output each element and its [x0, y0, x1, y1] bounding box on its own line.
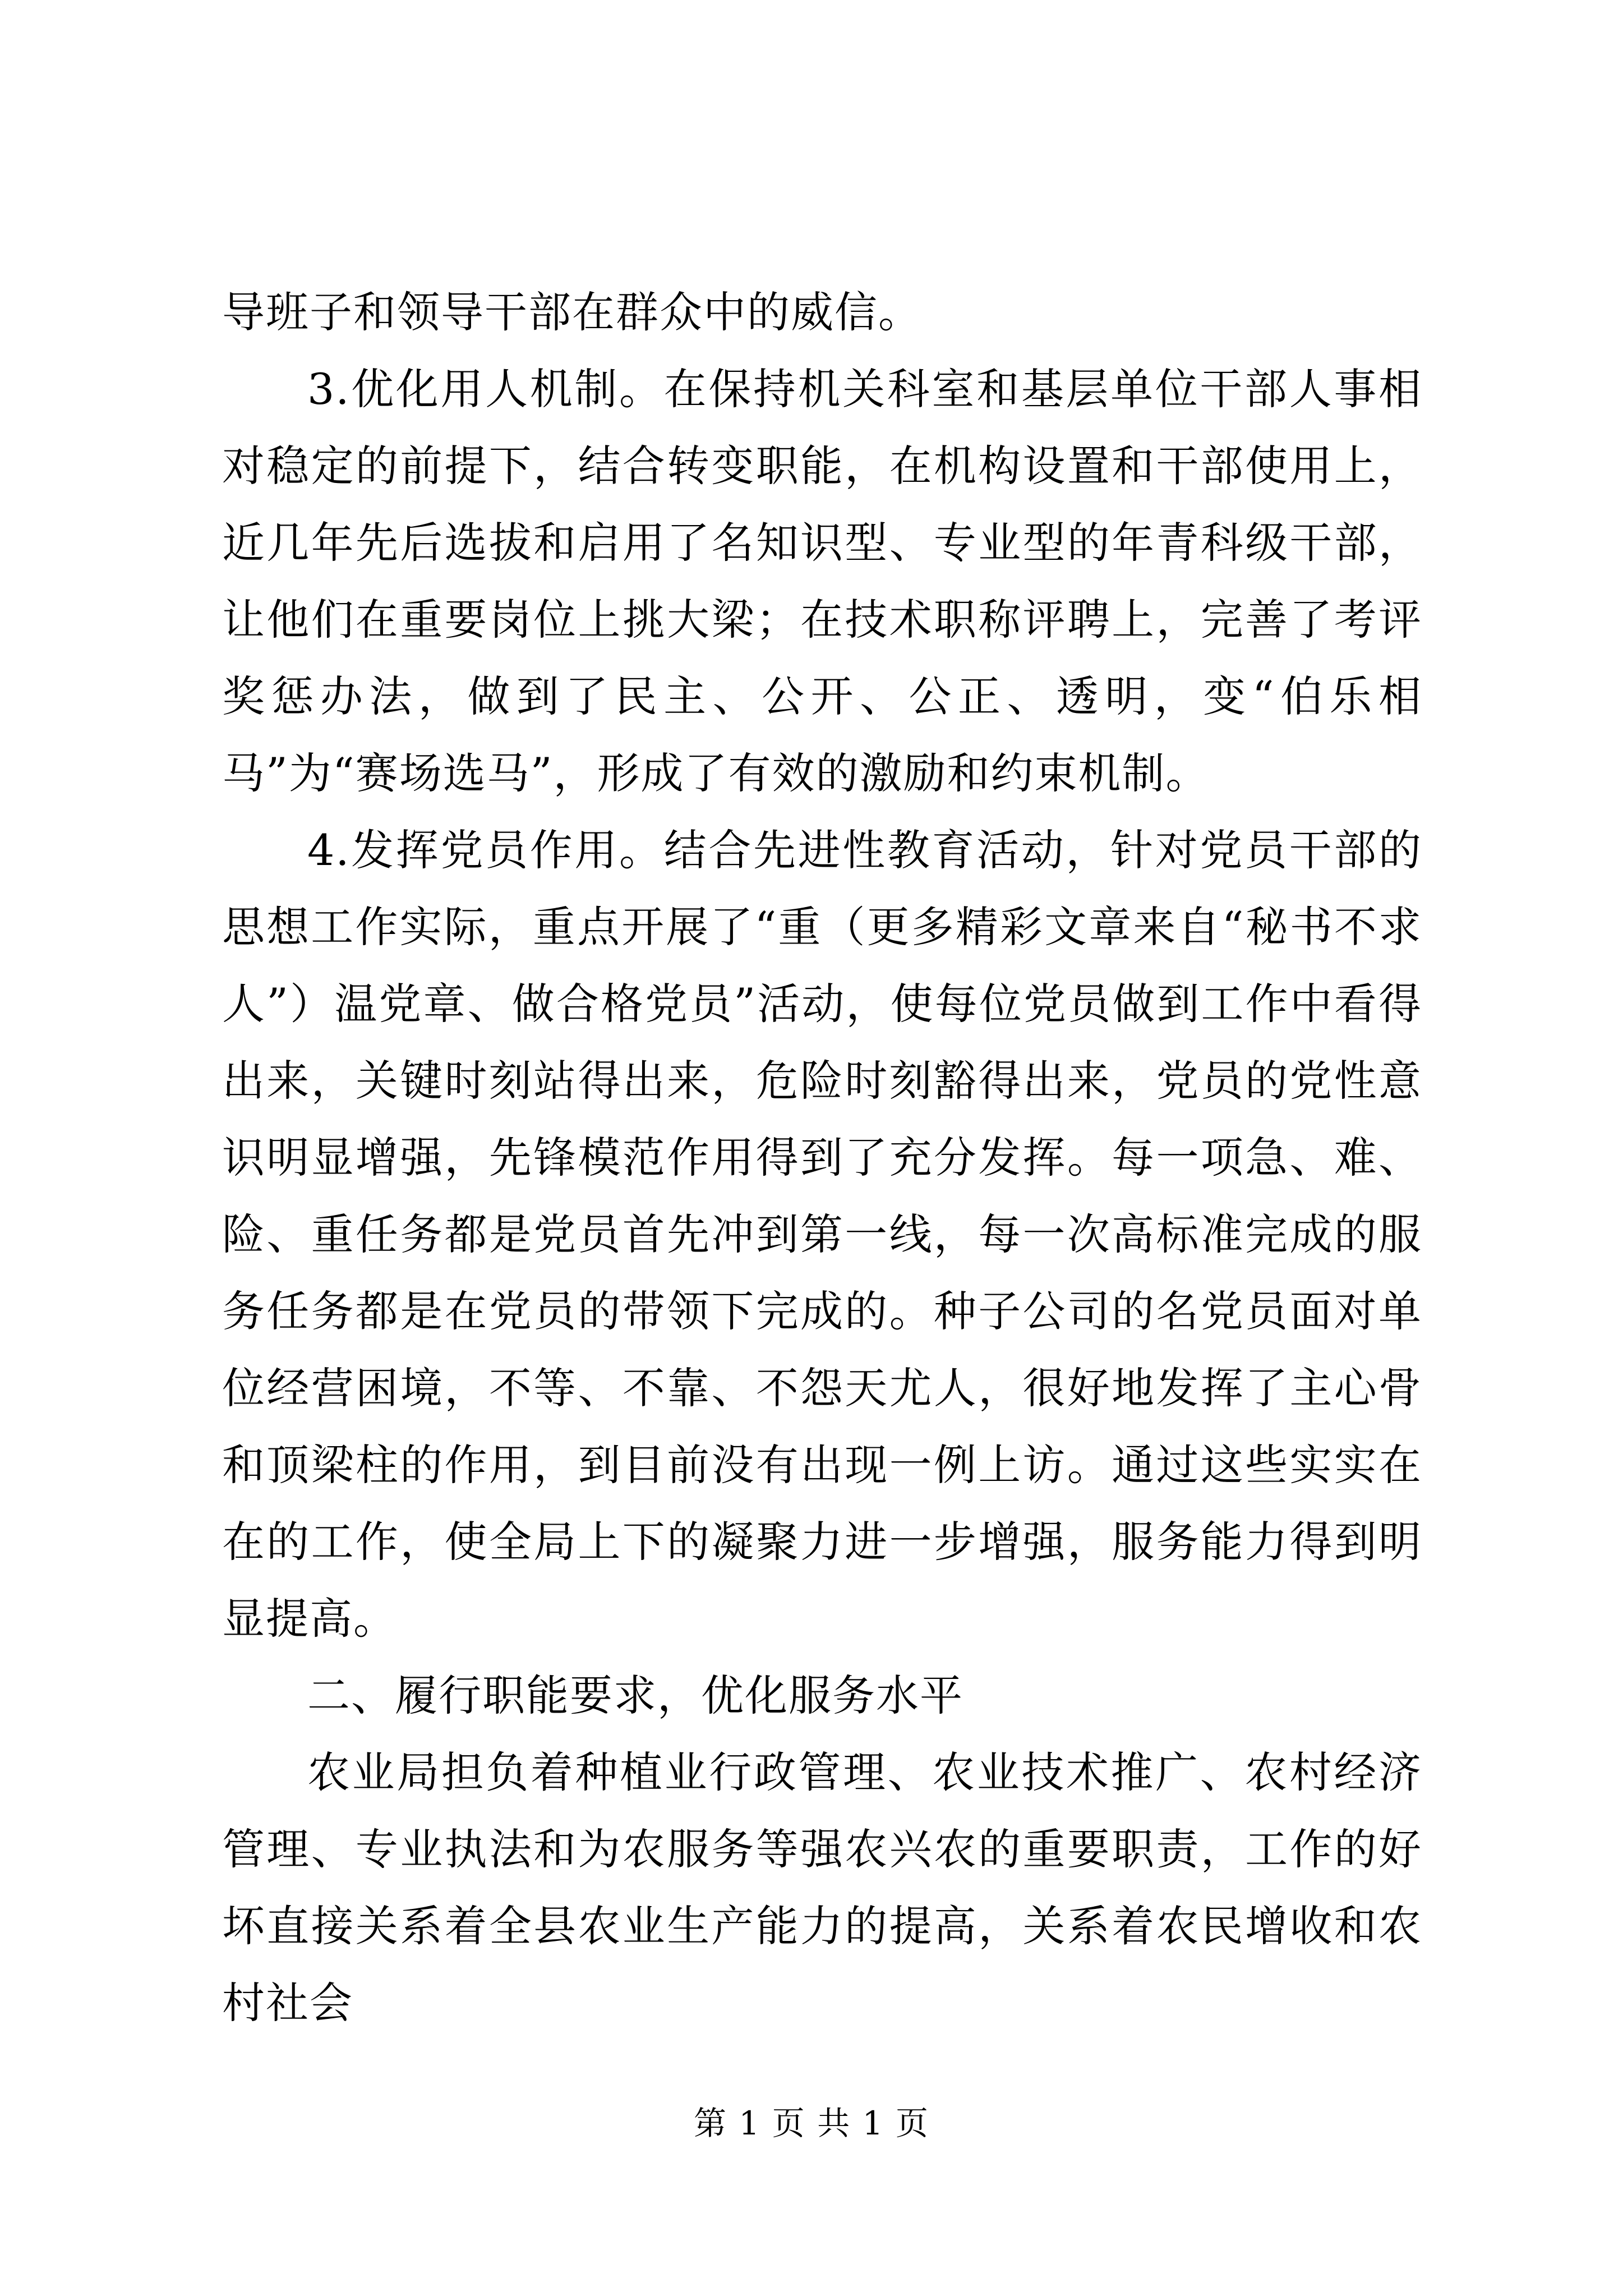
paragraph-party-member-role: 4.发挥党员作用。结合先进性教育活动，针对党员干部的思想工作实际，重点开展了“重（更多精彩文章来自“秘书不求人”）温党章、做合格党员”活动，使每位党员做到工作中看得出来，关键时刻站得出来，危险时刻豁得出来，党员的党性意识明显增强，先锋模范作用得到了充分发挥。每一项急、难、险、重任务都是党员首先冲到第一线，每一次高标准完成的服务任务都是在党员的带领下完成的。种子公司的名党员面对单位经营困境，不等、不靠、不怨天尤人，很好地发挥了主心骨和顶梁柱的作用，到目前没有出现一例上访。通过这些实实在在的工作，使全局上下的凝聚力进一步增强，服务能力得到明显提高。: [222, 825, 1422, 1644]
document-body: [222, 274, 1422, 2041]
paragraph-agriculture-bureau: 农业局担负着种植业行政管理、农业技术推广、农村经济管理、专业执法和为农服务等强农兴农的重要职责，工作的好坏直接关系着全县农业生产能力的提高，关系着农民增收和农村社会: [222, 1747, 1422, 2028]
section-heading: 二、履行职能要求，优化服务水平: [307, 1671, 963, 1720]
paragraph-optimize-staffing: 3.优化用人机制。在保持机关科室和基层单位干部人事相对稳定的前提下，结合转变职能，在机构设置和干部使用上，近几年先后选拔和启用了名知识型、专业型的年青科级干部，让他们在重要岗位上挑大梁；在技术职称评聘上，完善了考评奖惩办法，做到了民主、公开、公正、透明，变“伯乐相马”为“赛场选马”，形成了有效的激励和约束机制。: [222, 364, 1422, 798]
paragraph-continuation: 导班子和领导干部在群众中的威信。: [222, 287, 922, 337]
page-number-footer: 第 1 页 共 1 页: [694, 2104, 929, 2142]
